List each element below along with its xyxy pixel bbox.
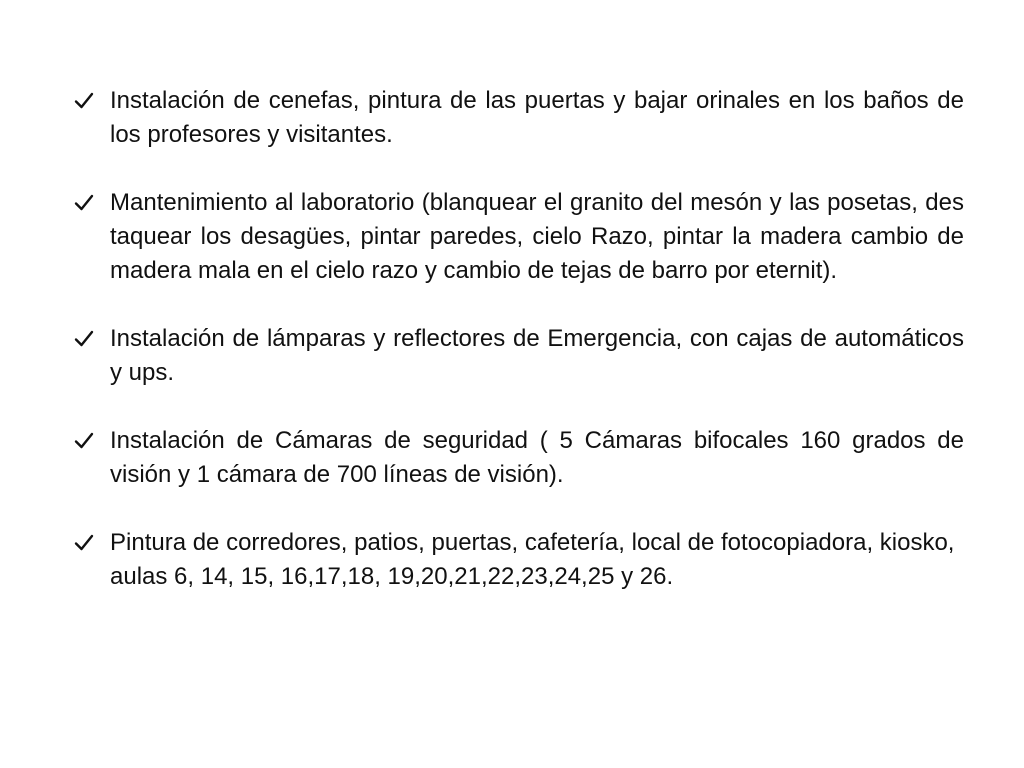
check-icon bbox=[74, 533, 94, 553]
bullet-list bbox=[72, 84, 964, 594]
bullet-text: Pintura de corredores, patios, puertas, cafetería, local de fotocopiadora, kiosko, aulas 6, 14, 15, 16,17,18, 19,20,21,22,23,24,25 y 26. bbox=[110, 529, 955, 590]
check-icon bbox=[74, 193, 94, 213]
check-icon bbox=[74, 431, 94, 451]
check-icon bbox=[74, 91, 94, 111]
list-item bbox=[72, 84, 964, 152]
check-icon bbox=[74, 329, 94, 349]
list-item bbox=[72, 186, 964, 288]
bullet-text: Mantenimiento al laboratorio (blanquear el granito del mesón y las posetas, des taquear los desagües, pintar paredes, cielo Razo, pintar la madera cambio de madera mala en el cielo razo y cambio de tejas de barro por eternit). bbox=[110, 189, 964, 284]
list-item bbox=[72, 322, 964, 390]
list-item bbox=[72, 424, 964, 492]
list-item bbox=[72, 526, 964, 594]
bullet-text: Instalación de lámparas y reflectores de Emergencia, con cajas de automáticos y ups. bbox=[110, 325, 964, 386]
bullet-text: Instalación de cenefas, pintura de las puertas y bajar orinales en los baños de los profesores y visitantes. bbox=[110, 87, 964, 148]
bullet-text: Instalación de Cámaras de seguridad ( 5 Cámaras bifocales 160 grados de visión y 1 cámara de 700 líneas de visión). bbox=[110, 427, 964, 488]
